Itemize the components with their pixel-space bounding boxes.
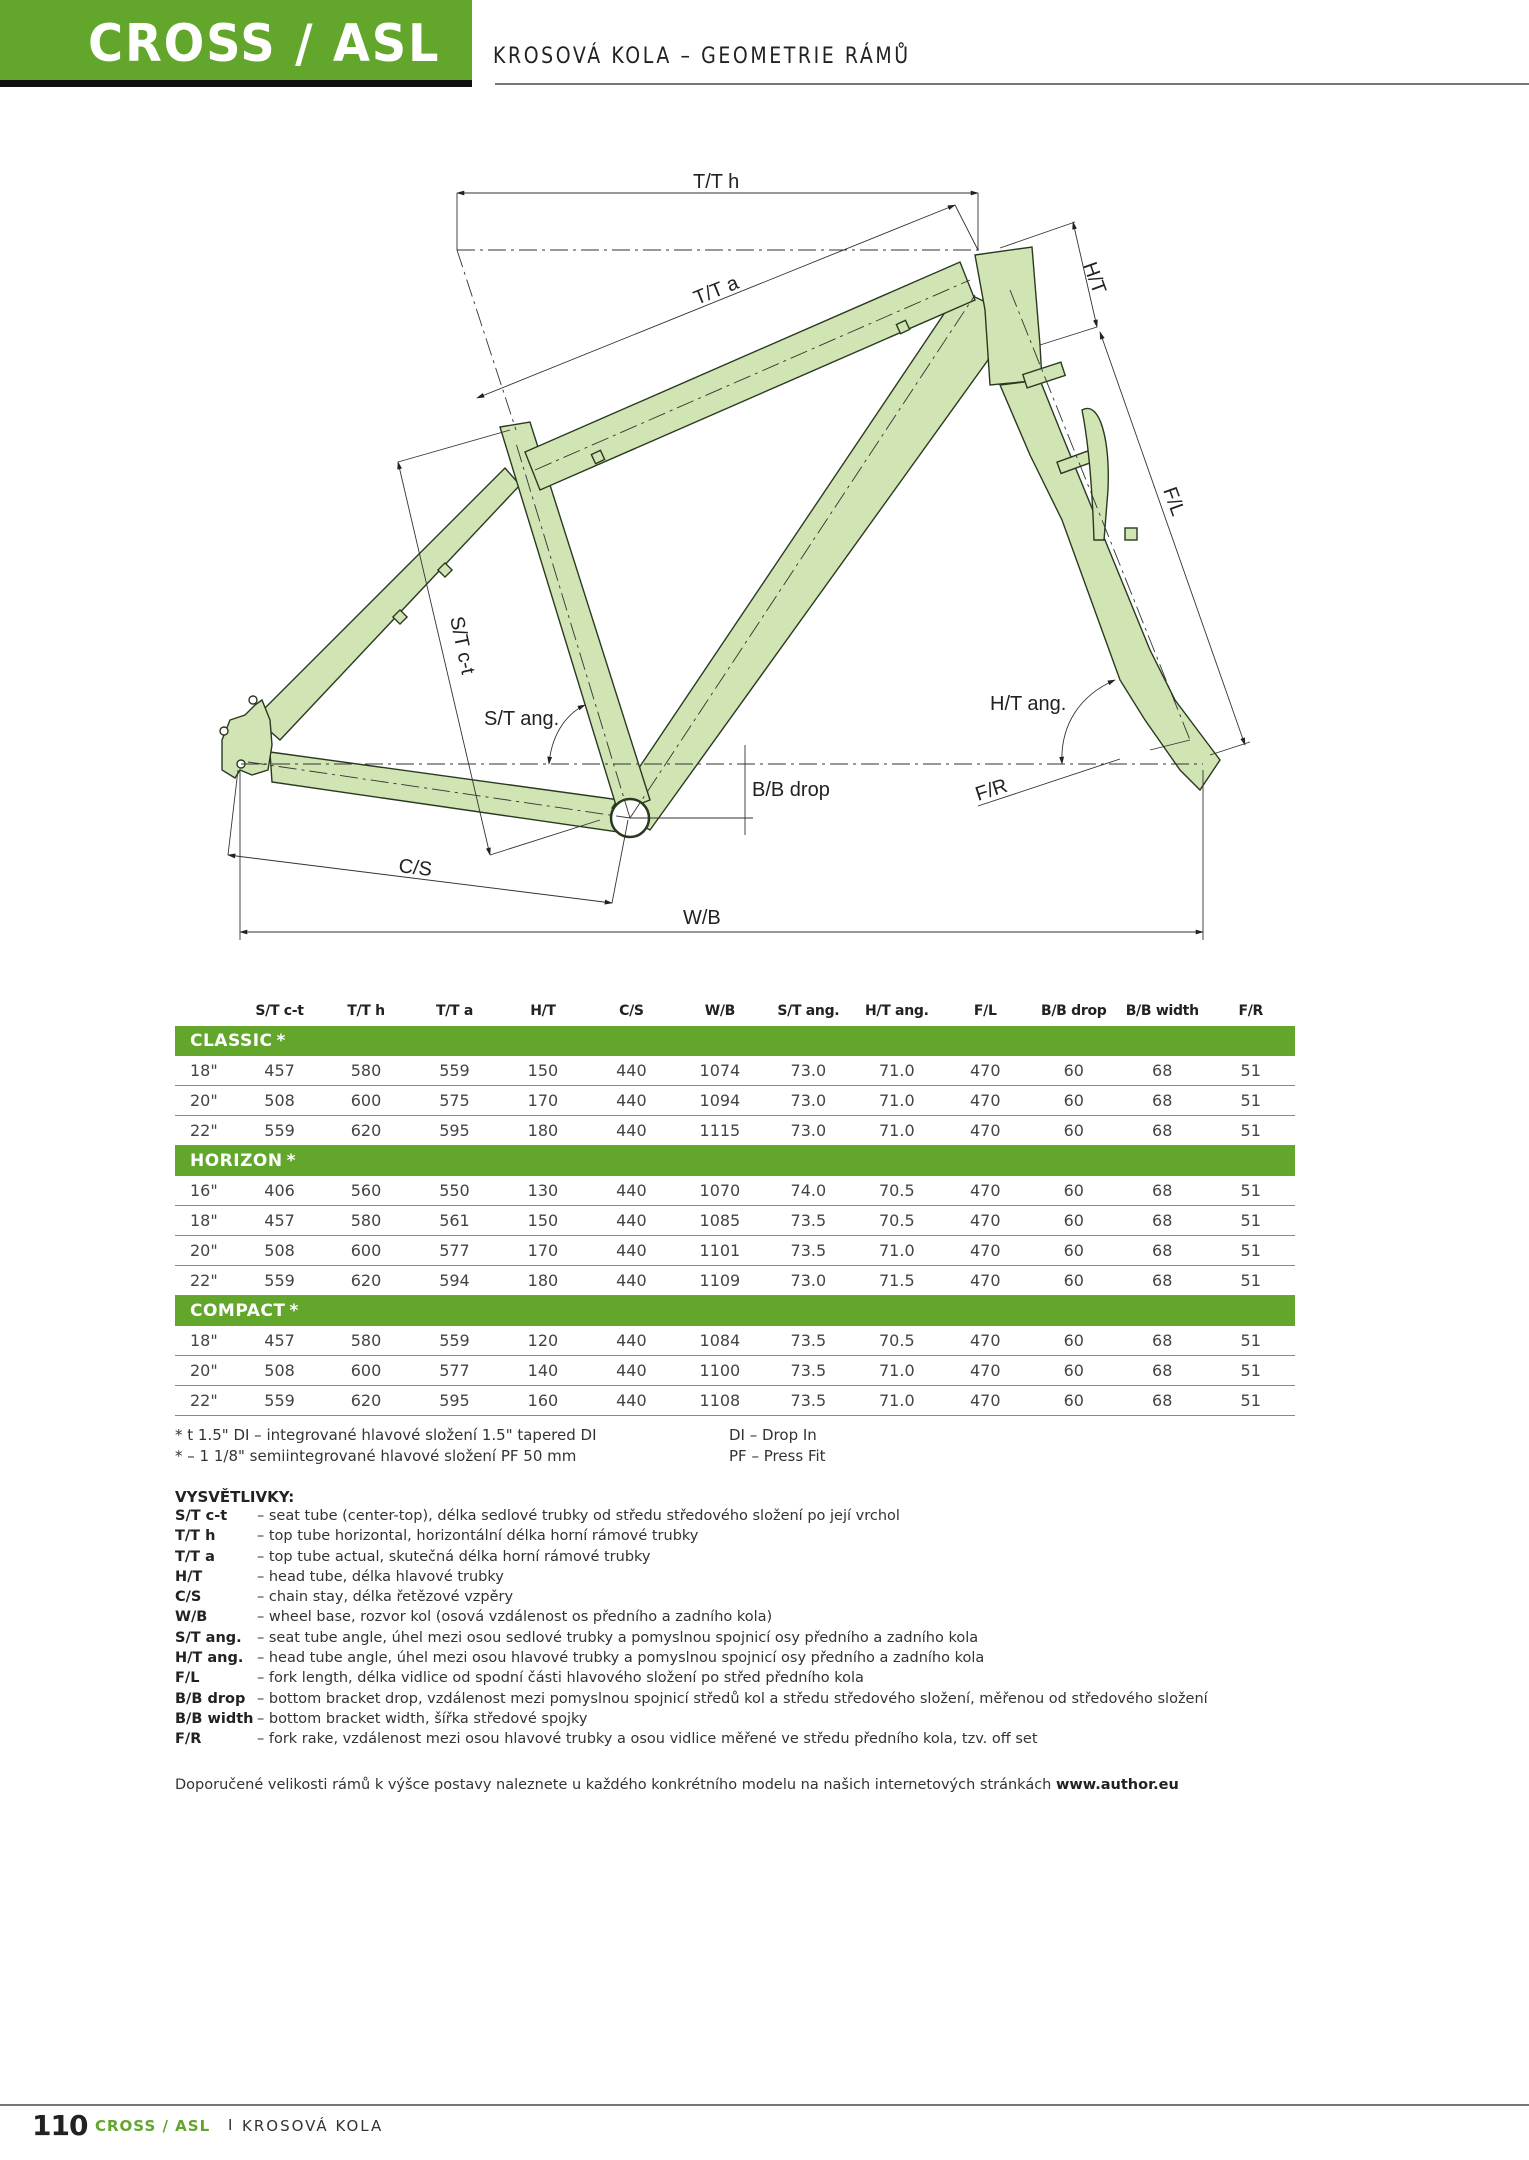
column-header: C/S [619,1003,644,1019]
legend-item [175,1731,1038,1751]
value-cell: 559 [237,1266,321,1296]
footer-section: KROSOVÁ KOLA [242,2117,384,2135]
legend-item [175,1589,514,1609]
value-cell: 73.0 [764,1266,852,1296]
label-st-ang: S/T ang. [484,708,560,730]
value-cell: 559 [410,1326,498,1356]
size-cell: 22" [175,1266,237,1296]
value-cell: 508 [237,1086,321,1116]
column-header: H/T [530,1003,556,1019]
value-cell: 60 [1030,1356,1118,1386]
value-cell: 170 [499,1236,587,1266]
table-row [175,1236,1295,1266]
column-header: W/B [704,1003,736,1019]
legend-description: – top tube horizontal, horizontální délka horní rámové trubky [257,1528,699,1545]
value-cell: 560 [322,1176,410,1206]
value-cell: 440 [587,1206,675,1236]
value-cell: 60 [1030,1116,1118,1146]
legend-description: – fork rake, vzdálenost mezi osou hlavové trubky a osou vidlice měřené ve středu předního kola, tzv. off set [257,1731,1038,1748]
legend-item [175,1508,900,1528]
label-tt-h: T/T h [693,171,740,193]
footnote-row [175,1426,817,1444]
value-cell: 73.0 [764,1116,852,1146]
value-cell: 73.5 [764,1356,852,1386]
column-header: T/T a [435,1003,473,1019]
value-cell: 51 [1206,1176,1295,1206]
legend-key: B/B drop [175,1690,246,1707]
value-cell: 60 [1030,1086,1118,1116]
label-ht-ang: H/T ang. [990,693,1067,715]
size-cell: 18" [175,1326,237,1356]
value-cell: 440 [587,1386,675,1416]
value-cell: 68 [1118,1206,1206,1236]
column-header: H/T ang. [865,1003,929,1019]
value-cell: 73.5 [764,1386,852,1416]
fork [1000,380,1220,790]
value-cell: 620 [322,1386,410,1416]
legend-key: C/S [175,1589,202,1606]
value-cell: 457 [237,1056,321,1086]
value-cell: 559 [410,1056,498,1086]
value-cell: 160 [499,1386,587,1416]
value-cell: 130 [499,1176,587,1206]
footer-brand: CROSS / ASL [95,2117,211,2135]
value-cell: 1101 [676,1236,764,1266]
legend-key: S/T ang. [175,1629,242,1646]
diagram-shape [1040,327,1097,345]
value-cell: 180 [499,1116,587,1146]
label-st-ct: S/T c-t [445,614,479,677]
legend-key: F/L [175,1670,200,1687]
footnote-row [175,1447,826,1465]
value-cell: 70.5 [853,1206,941,1236]
group-label: HORIZON [190,1151,283,1171]
value-cell: 70.5 [853,1326,941,1356]
value-cell: 600 [322,1236,410,1266]
legend-description: – seat tube angle, úhel mezi osou sedlové trubky a pomyslnou spojnicí osy předního a zadního kola [257,1629,979,1646]
diagram-shape [1010,290,1190,740]
header-underline-bar [0,80,472,87]
value-cell: 1100 [676,1356,764,1386]
column-header: B/B drop [1041,1003,1107,1019]
value-cell: 68 [1118,1176,1206,1206]
value-cell: 440 [587,1326,675,1356]
table-row [175,1356,1295,1386]
size-cell: 20" [175,1236,237,1266]
legend-description: – seat tube (center-top), délka sedlové trubky od středu středového složení po její vrchol [257,1508,900,1524]
value-cell: 140 [499,1356,587,1386]
value-cell: 73.0 [764,1056,852,1086]
value-cell: 406 [237,1176,321,1206]
legend-key: F/R [175,1731,202,1748]
value-cell: 470 [941,1116,1029,1146]
value-cell: 600 [322,1356,410,1386]
footnote-text: * t 1.5" DI – integrované hlavové složení 1.5" tapered DI [175,1426,597,1444]
label-bb-drop: B/B drop [752,779,830,801]
value-cell: 1084 [676,1326,764,1356]
legend-key: B/B width [175,1710,254,1727]
seat-stay [255,468,520,740]
legend [175,1488,1208,1752]
size-cell: 22" [175,1386,237,1416]
diagram-shape [955,205,978,250]
legend-item [175,1710,588,1731]
table-row [175,1326,1295,1356]
value-cell: 71.5 [853,1266,941,1296]
value-cell: 470 [941,1326,1029,1356]
value-cell: 577 [410,1356,498,1386]
value-cell: 71.0 [853,1056,941,1086]
value-cell: 457 [237,1326,321,1356]
value-cell: 595 [410,1116,498,1146]
legend-description: – wheel base, rozvor kol (osová vzdálenost os předního a zadního kola) [257,1609,773,1626]
size-cell: 20" [175,1086,237,1116]
legend-item [175,1548,651,1569]
column-header: F/L [973,1003,997,1019]
diagram-shape [398,430,510,462]
column-header: T/T h [347,1003,385,1019]
value-cell: 68 [1118,1266,1206,1296]
size-cell: 20" [175,1356,237,1386]
value-cell: 51 [1206,1056,1295,1086]
value-cell: 550 [410,1176,498,1206]
page-subtitle: KROSOVÁ KOLA – GEOMETRIE RÁMŮ [493,44,911,69]
size-recommendation [175,1777,1179,1793]
column-header: B/B width [1125,1003,1199,1019]
value-cell: 559 [237,1116,321,1146]
value-cell: 51 [1206,1116,1295,1146]
diagram-shape [249,696,257,704]
legend-description: – chain stay, délka řetězové vzpěry [257,1589,514,1606]
value-cell: 51 [1206,1266,1295,1296]
value-cell: 68 [1118,1236,1206,1266]
footnote-abbrev: PF – Press Fit [729,1447,826,1465]
group-label: CLASSIC [190,1031,273,1051]
value-cell: 508 [237,1236,321,1266]
table-row [175,1206,1295,1236]
value-cell: 440 [587,1356,675,1386]
value-cell: 150 [499,1056,587,1086]
legend-key: T/T h [175,1528,216,1545]
value-cell: 457 [237,1206,321,1236]
label-ht: H/T [1078,259,1110,297]
geometry-table [175,996,1295,1416]
diagram-shape [1062,680,1115,764]
value-cell: 440 [587,1236,675,1266]
group-header-row [175,1026,1295,1056]
size-cell: 16" [175,1176,237,1206]
label-fl: F/L [1158,484,1189,519]
legend-item [175,1629,979,1650]
value-cell: 51 [1206,1326,1295,1356]
recommendation-text: Doporučené velikosti rámů k výšce postavy naleznete u každého konkrétního modelu na našich internetových stránkách [175,1777,1056,1793]
value-cell: 51 [1206,1236,1295,1266]
size-cell: 22" [175,1116,237,1146]
value-cell: 559 [237,1386,321,1416]
value-cell: 60 [1030,1176,1118,1206]
group-header-row [175,1296,1295,1327]
group-name [175,1026,1295,1056]
value-cell: 620 [322,1116,410,1146]
label-cs: C/S [397,855,434,882]
legend-description: – bottom bracket drop, vzdálenost mezi pomyslnou spojnicí středů kol a středu středového složení, měřenou od středového složení [257,1690,1208,1707]
value-cell: 60 [1030,1266,1118,1296]
footer-rule [0,2104,1529,2106]
value-cell: 470 [941,1056,1029,1086]
legend-key: H/T [175,1568,203,1585]
value-cell: 51 [1206,1356,1295,1386]
column-header: S/T c-t [255,1003,304,1019]
table-row [175,1176,1295,1206]
table-header-row [175,996,1295,1026]
value-cell: 71.0 [853,1086,941,1116]
column-header: F/R [1238,1003,1263,1019]
value-cell: 51 [1206,1086,1295,1116]
value-cell: 580 [322,1326,410,1356]
value-cell: 60 [1030,1236,1118,1266]
value-cell: 594 [410,1266,498,1296]
value-cell: 470 [941,1176,1029,1206]
value-cell: 71.0 [853,1236,941,1266]
table-row [175,1086,1295,1116]
size-cell: 18" [175,1206,237,1236]
header-rule [495,83,1529,85]
table-row [175,1266,1295,1296]
column-header: S/T ang. [777,1003,840,1019]
legend-key: W/B [175,1609,208,1626]
rear-dropout [222,700,272,778]
legend-description: – bottom bracket width, šířka středové spojky [257,1710,588,1727]
website-link[interactable]: www.author.eu [1055,1777,1179,1793]
value-cell: 68 [1118,1086,1206,1116]
value-cell: 580 [322,1056,410,1086]
value-cell: 440 [587,1176,675,1206]
diagram-shape [220,727,228,735]
value-cell: 120 [499,1326,587,1356]
legend-title: VYSVĚTLIVKY: [175,1488,295,1506]
value-cell: 1070 [676,1176,764,1206]
label-wb: W/B [683,907,721,929]
value-cell: 470 [941,1206,1029,1236]
group-name [175,1296,1295,1327]
value-cell: 170 [499,1086,587,1116]
value-cell: 71.0 [853,1116,941,1146]
legend-item [175,1650,985,1670]
value-cell: 440 [587,1116,675,1146]
value-cell: 561 [410,1206,498,1236]
value-cell: 60 [1030,1206,1118,1236]
group-header-row [175,1146,1295,1177]
value-cell: 470 [941,1086,1029,1116]
value-cell: 620 [322,1266,410,1296]
value-cell: 68 [1118,1056,1206,1086]
legend-item [175,1690,1208,1711]
group-label: COMPACT [190,1301,286,1321]
seat-tube [500,422,650,812]
legend-key: S/T c-t [175,1508,228,1524]
value-cell: 68 [1118,1326,1206,1356]
value-cell: 73.0 [764,1086,852,1116]
label-fr: F/R [972,774,1011,806]
legend-item [175,1568,504,1589]
value-cell: 575 [410,1086,498,1116]
footnote-text: * – 1 1/8" semiintegrované hlavové složení PF 50 mm [175,1447,577,1465]
value-cell: 73.5 [764,1236,852,1266]
value-cell: 470 [941,1236,1029,1266]
value-cell: 508 [237,1356,321,1386]
diagram-shape [228,770,238,855]
legend-key: H/T ang. [175,1650,244,1667]
size-cell: 18" [175,1056,237,1086]
value-cell: 1094 [676,1086,764,1116]
value-cell: 470 [941,1356,1029,1386]
value-cell: 70.5 [853,1176,941,1206]
value-cell: 51 [1206,1206,1295,1236]
group-name [175,1146,1295,1177]
legend-key: T/T a [175,1548,215,1565]
legend-item [175,1609,773,1629]
value-cell: 68 [1118,1386,1206,1416]
legend-item [175,1528,699,1548]
legend-description: – fork length, délka vidlice od spodní části hlavového složení po střed předního kola [257,1670,864,1687]
value-cell: 1108 [676,1386,764,1416]
diagram-shape [1210,742,1250,755]
value-cell: 470 [941,1386,1029,1416]
value-cell: 440 [587,1266,675,1296]
value-cell: 60 [1030,1386,1118,1416]
column-header-size [175,996,237,1026]
table-row [175,1116,1295,1146]
value-cell: 595 [410,1386,498,1416]
diagram-shape [1125,528,1137,540]
group-marker: * [276,1031,286,1051]
value-cell: 440 [587,1086,675,1116]
footnote-abbrev: DI – Drop In [729,1426,817,1444]
legend-description: – top tube actual, skutečná délka horní rámové trubky [257,1548,651,1565]
value-cell: 150 [499,1206,587,1236]
value-cell: 60 [1030,1056,1118,1086]
frame-geometry-diagram [0,100,1529,980]
page-number: 110 [32,2109,88,2142]
value-cell: 71.0 [853,1386,941,1416]
brand-title: CROSS / ASL [88,14,441,74]
value-cell: 68 [1118,1116,1206,1146]
value-cell: 51 [1206,1386,1295,1416]
value-cell: 180 [499,1266,587,1296]
value-cell: 73.5 [764,1206,852,1236]
group-marker: * [289,1301,299,1321]
legend-description: – head tube, délka hlavové trubky [257,1568,504,1585]
value-cell: 60 [1030,1326,1118,1356]
value-cell: 580 [322,1206,410,1236]
group-marker: * [286,1151,296,1171]
diagram-shape [457,250,516,430]
label-tt-a: T/T a [690,271,742,310]
value-cell: 71.0 [853,1356,941,1386]
table-row [175,1056,1295,1086]
value-cell: 1115 [676,1116,764,1146]
value-cell: 1109 [676,1266,764,1296]
value-cell: 577 [410,1236,498,1266]
value-cell: 470 [941,1266,1029,1296]
legend-description: – head tube angle, úhel mezi osou hlavové trubky a pomyslnou spojnicí osy předního a zadního kola [257,1650,985,1667]
value-cell: 600 [322,1086,410,1116]
value-cell: 74.0 [764,1176,852,1206]
value-cell: 1085 [676,1206,764,1236]
diagram-shape [490,820,600,855]
table-row [175,1386,1295,1416]
value-cell: 68 [1118,1356,1206,1386]
value-cell: 440 [587,1056,675,1086]
legend-item [175,1670,864,1690]
diagram-shape [1000,222,1075,248]
value-cell: 1074 [676,1056,764,1086]
centerlines [241,250,1203,818]
value-cell: 73.5 [764,1326,852,1356]
footer-separator: I [228,2116,233,2134]
